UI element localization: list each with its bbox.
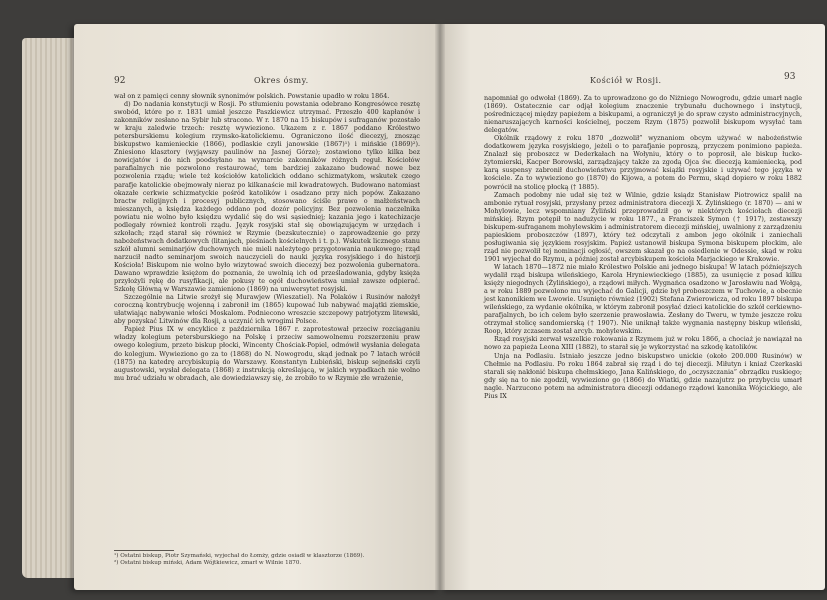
paragraph: Okólnik rządowy z roku 1870 „dozwolił” wyznaniom obcym używać w nabożeństwie dodatkowem języka rosyjskiego, jeżeli o to parafjanie poproszą, przyczem ponimiono papieża. Znalazł się proboszcz w Dederkałach na Wołyniu, który o to poprosił, ale biskup łucko-żytomierski, Kacper Borowski, zarządzający także za zgodą Ojca św. diecezją kamieniecką, pod karą suspensy zabronił duchowieństwu przyjmować książki rosyjskie i używać tego języka w kościele. Za to wywieziono go (1870) do Kijowa, a potem do Permu, skąd dopiero w roku 1882 powrócił na stolicę płocką († 1885).: [484, 134, 802, 191]
open-book: [22, 10, 822, 596]
paragraph: wał on z pamięci cenny słownik synonimów polskich. Powstanie upadło w roku 1864.: [114, 92, 390, 100]
paragraph: d) Do nadania konstytucji w Rosji. Po stłumieniu powstania odebrano Kongresówce resztę swobód, które po r. 1831 umiał jeszcze Paszkiewicz utrzymać. Przeszło 400 kapłanów i zakonników zesłano na Sybir lub stracono. W r. 1870 na 15 biskupów i sufraganów pozostało w kraju zaledwie trzech: resztę wywieziono. Ukazem z r. 1867 poddano Królestwo petersburskiemu kolegium rzymsko-katolickiemu. Ograniczono ilość diecezyj, znosząc biskupstwo kamienieckie (1866), podlaskie czyli janowskie (1867)¹) i mińskie (1869)²). Zniesiono klasztory (wyjąwszy paulinów na Jasnej Górze); zostawiono tylko kilka bez nowicjatów i do nich poodsyłano na wymarcie zakonników różnych reguł. Kościołów parafialnych nie pozwolono restaurować, tem bardziej zakazano budować nowe bez pozwolenia rządu; wiele też kościołów katolickich oddano schizmatykom, wskutek czego parafje katolickie obejmowały nieraz po kilkanaście mil kwadratowych. Budowano natomiast okazałe cerkwie schizmatyckie pośród katolików i osadzano przy nich popów. Zakazano bractw religijnych i procesyj publicznych, stosowano ściśle prawo o małżeństwach mieszanych, a księdza każdego oddano pod dozór policyjny. Bez pozwolenia naczelnika powiatu nie wolno było księdzu wydalić się do wsi sąsiedniej; kazania jego i katechizacje podlegały również kontroli rządu. Język rosyjski stał się obowiązującym w urzędach i szkołach; rząd starał się również w Rzymie (bezskutecznie) o zaprowadzenie go przy nabożeństwach dodatkowych (litanjach, pieśniach kościelnych i t. p.). Wskutek licznego stanu szkół alumni seminarjów duchownych nie mieli należytego przygotowania naukowego; rząd narzucił nadto seminarjom swoich nauczycieli do nauki języka rosyjskiego i do historji Kościoła! Biskupom nie wolno było wizytować swoich diecezyj bez pozwolenia gubernatora. Dawano wprawdzie księżom do poznania, że uwolnią ich od prześladowania, gdyby księża przyłożyli rękę do rusyfikacji, ale pokusy te ogół duchowieństwa umiał zawsze odpierać. Szkołę Główną w Warszawie zamieniono (1869) na uniwersytet rosyjski.: [114, 100, 420, 294]
right-page: [440, 24, 825, 590]
paragraph: Papież Pius IX w encyklice z października 1867 r. zaprotestował przeciw rozciąganiu władzy kolegium petersburskiego na Polskę i przeciw samowolnemu rozszerzeniu praw owego kolegium, przeto biskup płocki, Wincenty Chościak-Popiel, odmówił wysłania delegata do kolegjum. Wywieziono go za to (1868) do N. Nowogrodu, skąd jednak po 7 latach wrócił (1875) na katedrę arcybiskupią do Warszawy. Konstantyn Łubieński, biskup sejneński czyli augustowski, wysłał delegata (1868) z instrukcją określającą, w jakich wypadkach nie wolno mu brać udziału w obradach, ale dowiedziawszy się, że zrobiło to w Rzymie złe wrażenie,: [114, 325, 420, 382]
paragraph: Zamach podobny nie udał się też w Wilnie, gdzie ksiądz Stanisław Piotrowicz spalił na ambonie rytuał rosyjski, przysłany przez administratora diecezji X. Żylińskiego (r. 1870) — ani w Mohylowie, lecz wspomniany Żyliński przeprowadził go w niektórych kościołach diecezji mińskiej. Rzym potępił to nadużycie w roku 1877., a Franciszek Symon († 1917), zestawszy biskupem-sufraganem mohylewskim i administratorem diecezji mińskiej, uwalniony z zarządzeniu papieskiem proboszczów (1897), który też odczytali z ambon jego okólnik i zaniechali posługiwania się językiem rosyjskim. Papież ustanowił biskupa Symona biskupem płockim, ale rząd nie pozwolił tej nominacji ogłosić, owszem skazał go na osiedlenie w Odessie, skąd w roku 1901 wyjechał do Rzymu, a później został arcybiskupem kościoła Marjackiego w Krakowie.: [484, 190, 802, 263]
paragraph: Rząd rosyjski zerwał wszelkie rokowania z Rzymem już w roku 1866, a chociaż je nawiązał na nowo za papieża Leona XIII (1882), to starał się je wykorzystać na szkodę katolików.: [484, 335, 802, 352]
page-number: 92: [114, 76, 126, 86]
paragraph: Szczególnie na Litwie srożył się Murawjew (Wieszatiel). Na Polaków i Rusinów nałożył coroczną kontrybucję wojenną i zabronił im (1865) kupować lub nabywać majątki ziemskie, ułatwiając nabywanie włości Moskalom. Podniecono wreszcie szczepowy patrjotyzm litewski, aby pozyskać Litwinów dla Rosji, a uczynić ich wrogimi Polsce.: [114, 293, 420, 326]
footnote-rule: [114, 550, 174, 551]
paragraph: napomniał go odwołał (1869). Za to uprowadzono go do Niżniego Nowogrodu, gdzie umarł nagle (1869). Ostatecznie car odjął kolegium znaczenie trybunału duchownego i instytucji, pośredniczącej między papieżem a biskupami, a ograniczył je do spraw czysto administracyjnych, nienaruszających karności kościelnej, poczem Rzym (1875) pozwolił biskupom wysyłać tam delegatów.: [484, 94, 802, 135]
paragraph: Unja na Podlasiu. Istniało jeszcze jedno biskupstwo unickie (około 200.000 Rusinów) w Chełmie na Podlasiu. Po roku 1864 zabrał się rząd i do tej diecezji. Miłutyn i kniaź Czerkaski starali się nakłonić biskupa chełmskiego, Jana Kalińskiego, do „oczyszczania” obrządku ruskiego; gdy się na to nie zgodził, wywieziono go (1866) do Wiatki, gdzie nazajutrz po przybyciu umarł nagle. Narzucono potem na administratora diecezji oddanego rządowi kanonika Wójcickiego, ale Pius IX: [484, 351, 802, 400]
footnote: ¹) Ostatni biskup, Piotr Szymański, wyjechał do Łomży, gdzie osiadł w klasztorze (1869).: [114, 553, 365, 559]
book-gutter: [435, 24, 445, 590]
left-page-body: [114, 92, 420, 382]
running-head: Okres ósmy.: [254, 76, 309, 85]
running-head: Kościół w Rosji.: [590, 76, 662, 85]
left-page: [74, 24, 440, 590]
footnotes: [114, 550, 420, 567]
footnote: ²) Ostatni biskup miński, Adam Wójtkiewicz, zmarł w Wilnie 1870.: [114, 560, 302, 566]
page-number: 93: [784, 72, 796, 82]
right-page-body: [484, 94, 802, 400]
paragraph: W latach 1870—1872 nie miało Królestwo Polskie ani jednego biskupa! W latach późniejszych wydalił rząd biskupa wileńskiego, Karola Hryniewieckiego (1885), za usunięcie z posad kilku księży niegodnych (Żylińskiego), a rządowi miłych. Wygnańca osadzono w Jarosławiu nad Wołgą, a w roku 1889 pozwolono mu wyjechać do Galicji, gdzie był proboszczem w Tuchowie, a obecnie jest kanonikiem we Lwowie. Usunięto również (1902) Stefana Zwierowicza, od roku 1897 biskupa wileńskiego, za wydanie okólnika, w którym zabronił posyłać dzieci katolickie do szkół cerkiewno-parafjalnych, bo ich celem było szerzenie prawosławia. Zesłany do Tweru, w tymże jeszcze roku otrzymał stolicę sandomierską († 1907). Nie uniknął także wygnania następny biskup wileński, Roop, który zczasem został arcyb. mohylewskim.: [484, 262, 802, 336]
